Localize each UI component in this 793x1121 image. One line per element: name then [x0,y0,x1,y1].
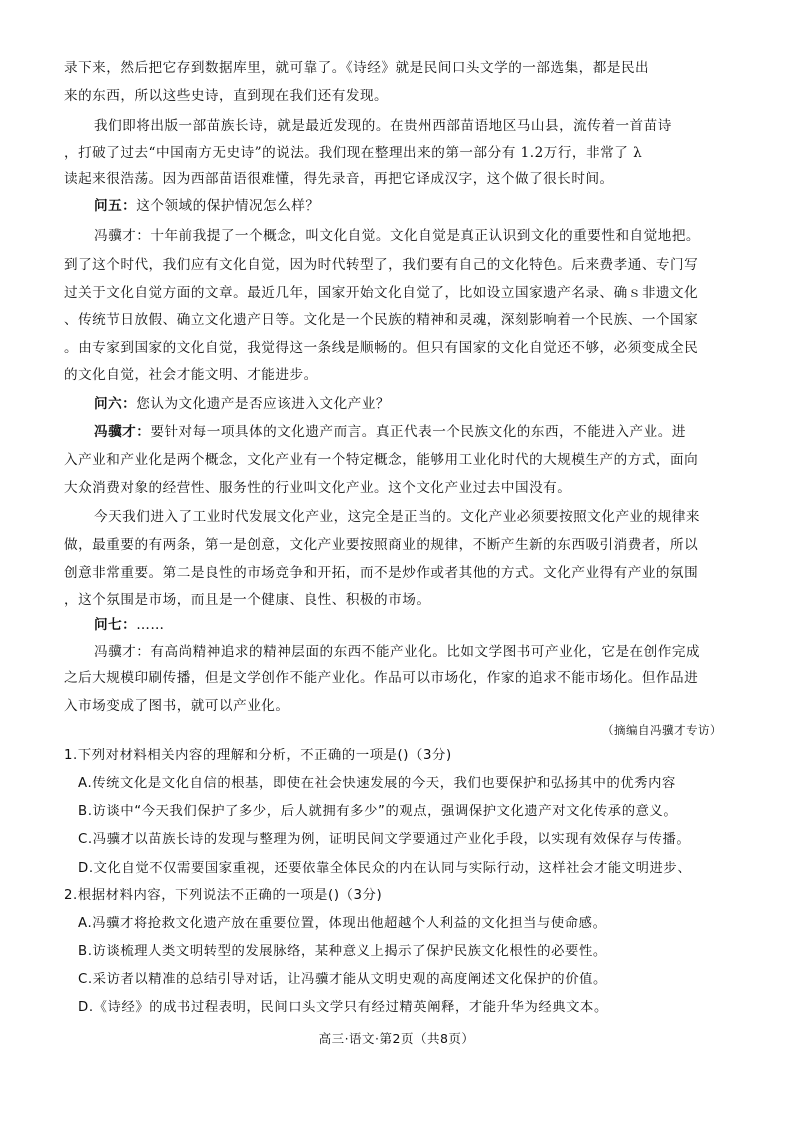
body-line: 今天我们进入了工业时代发展文化产业，这完全是正当的。文化产业必须要按照文化产业的规律来 [94,509,701,525]
question-2-option-b: B.访谈梳理人类文明转型的发展脉络，某种意义上揭示了保护民族文化根性的必要性。 [78,944,607,959]
answer-line [94,641,730,663]
body-line: ，打破了过去“中国南方无史诗”的说法。我们现在整理出来的第一部分有 1.2万行，非常了 λ [64,145,643,161]
question-2-option-d: D.《诗经》的成书过程表明，民间口头文学只有经过精英阐释，才能升华为经典文本。 [78,1000,608,1015]
speaker-feng: 冯骥才： [94,228,151,244]
body-line: 录下来，然后把它存到数据库里，就可靠了。《诗经》就是民间口头文学的一部选集，都是民出 [64,60,650,76]
speaker-q7: 问七： [94,617,137,633]
body-line: 创意非常重要。第二是良性的市场竞争和开拓，而不是炒作或者其他的方式。文化产业得有产业的氛围 [64,565,699,581]
interview-question-6 [94,393,730,415]
body-line: 大众消费对象的经营性、服务性的行业叫文化产业。这个文化产业过去中国没有。 [64,480,572,496]
question-2-option-a: A.冯骥才将抢救文化遗产放在重要位置，体现出他超越个人利益的文化担当与使命感。 [78,916,607,931]
body-line: 入市场变成了图书，就可以产业化。 [64,698,290,714]
question-1-option-a: A.传统文化是文化自信的根基，即使在社会快速发展的今天，我们也要保护和弘扬其中的优秀内容 [78,776,676,791]
body-line: 到了这个时代，我们应有文化自觉，因为时代转型了，我们要有自己的文化特色。后来费孝通、专门写 [64,257,699,273]
body-line: 做，最重要的有两条，第一是创意，文化产业要按照商业的规律，不断产生新的东西吸引消费者，所以 [64,537,699,553]
answer-line [94,421,730,443]
question-2-stem: 2.根据材料内容，下列说法不正确的一项是()（3分) [64,888,383,903]
body-line: 之后大规模印刷传播，但是文学创作不能产业化。作品可以市场化，作家的追求不能市场化。但作品进 [64,670,699,686]
answer-text: 要针对每一项具体的文化遗产而言。真正代表一个民族文化的东西，不能进入产业。进 [150,424,686,440]
body-line: 。由专家到国家的文化自觉，我觉得这一条线是顺畅的。但只有国家的文化自觉还不够，必须变成全民 [64,340,699,356]
question-text: 您认为文化遗产是否应该进入文化产业？ [136,396,390,412]
body-line: 入产业和产业化是两个概念，文化产业有一个特定概念，能够用工业化时代的大规模生产的方式，面向 [64,452,699,468]
question-1-option-b: B.访谈中“今天我们保护了多少，后人就拥有多少”的观点，强调保护文化遗产对文化传承的意义。 [78,804,678,819]
answer-text: 有高尚精神追求的精神层面的东西不能产业化。比如文学图书可产业化，它是在创作完成 [150,644,701,660]
body-line: 、传统节日放假、确立文化遗产日等。文化是一个民族的精神和灵魂，深刻影响着一个民族、一个国家 [64,312,699,328]
question-text: 这个领域的保护情况怎么样？ [136,198,320,214]
page-footer: 高三·语文·第2页（共8页） [318,1031,475,1046]
body-line: 的文化自觉，社会才能文明、才能进步。 [64,367,318,383]
body-line: 我们即将出版一部苗族长诗，就是最近发现的。在贵州西部苗语地区马山县，流传着一首苗诗 [94,118,672,134]
body-line: 读起来很浩荡。因为西部苗语很难懂，得先录音，再把它译成汉字，这个做了很长时间。 [64,171,614,187]
body-line: ，这个氛围是市场，而且是一个健康、良性、积极的市场。 [64,592,431,608]
question-1-stem: 1.下列对材料相关内容的理解和分析，不正确的一项是()（3分) [64,748,452,763]
answer-text: 十年前我提了一个概念，叫文化自觉。文化自觉是真正认识到文化的重要性和自觉地把。 [150,228,701,244]
speaker-feng: 冯骥才： [94,424,151,440]
speaker-q5: 问五： [94,198,137,214]
interview-question-7 [94,614,730,636]
interview-question-5 [94,195,730,217]
question-1-option-d: D.文化自觉不仅需要国家重视，还要依靠全体民众的内在认同与实际行动，这样社会才能文明进步、 [78,861,692,876]
answer-line [94,225,730,247]
question-1-option-c: C.冯骥才以苗族长诗的发现与整理为例，证明民间文学要通过产业化手段，以实现有效保存与传播。 [78,832,691,847]
body-line: 过关于文化自觉方面的文章。最近几年，国家开始文化自觉了，比如设立国家遗产名录、确ｓ非遗文化 [64,285,699,301]
question-text: …… [136,617,165,633]
question-2-option-c: C.采访者以精准的总结引导对话，让冯骥才能从文明史观的高度阐述文化保护的价值。 [78,972,607,987]
speaker-q6: 问六： [94,396,137,412]
body-line: 来的东西，所以这些史诗，直到现在我们还有发现。 [64,88,389,104]
source-citation: （摘编自冯骥才专访） [602,723,722,737]
speaker-feng: 冯骥才： [94,644,151,660]
